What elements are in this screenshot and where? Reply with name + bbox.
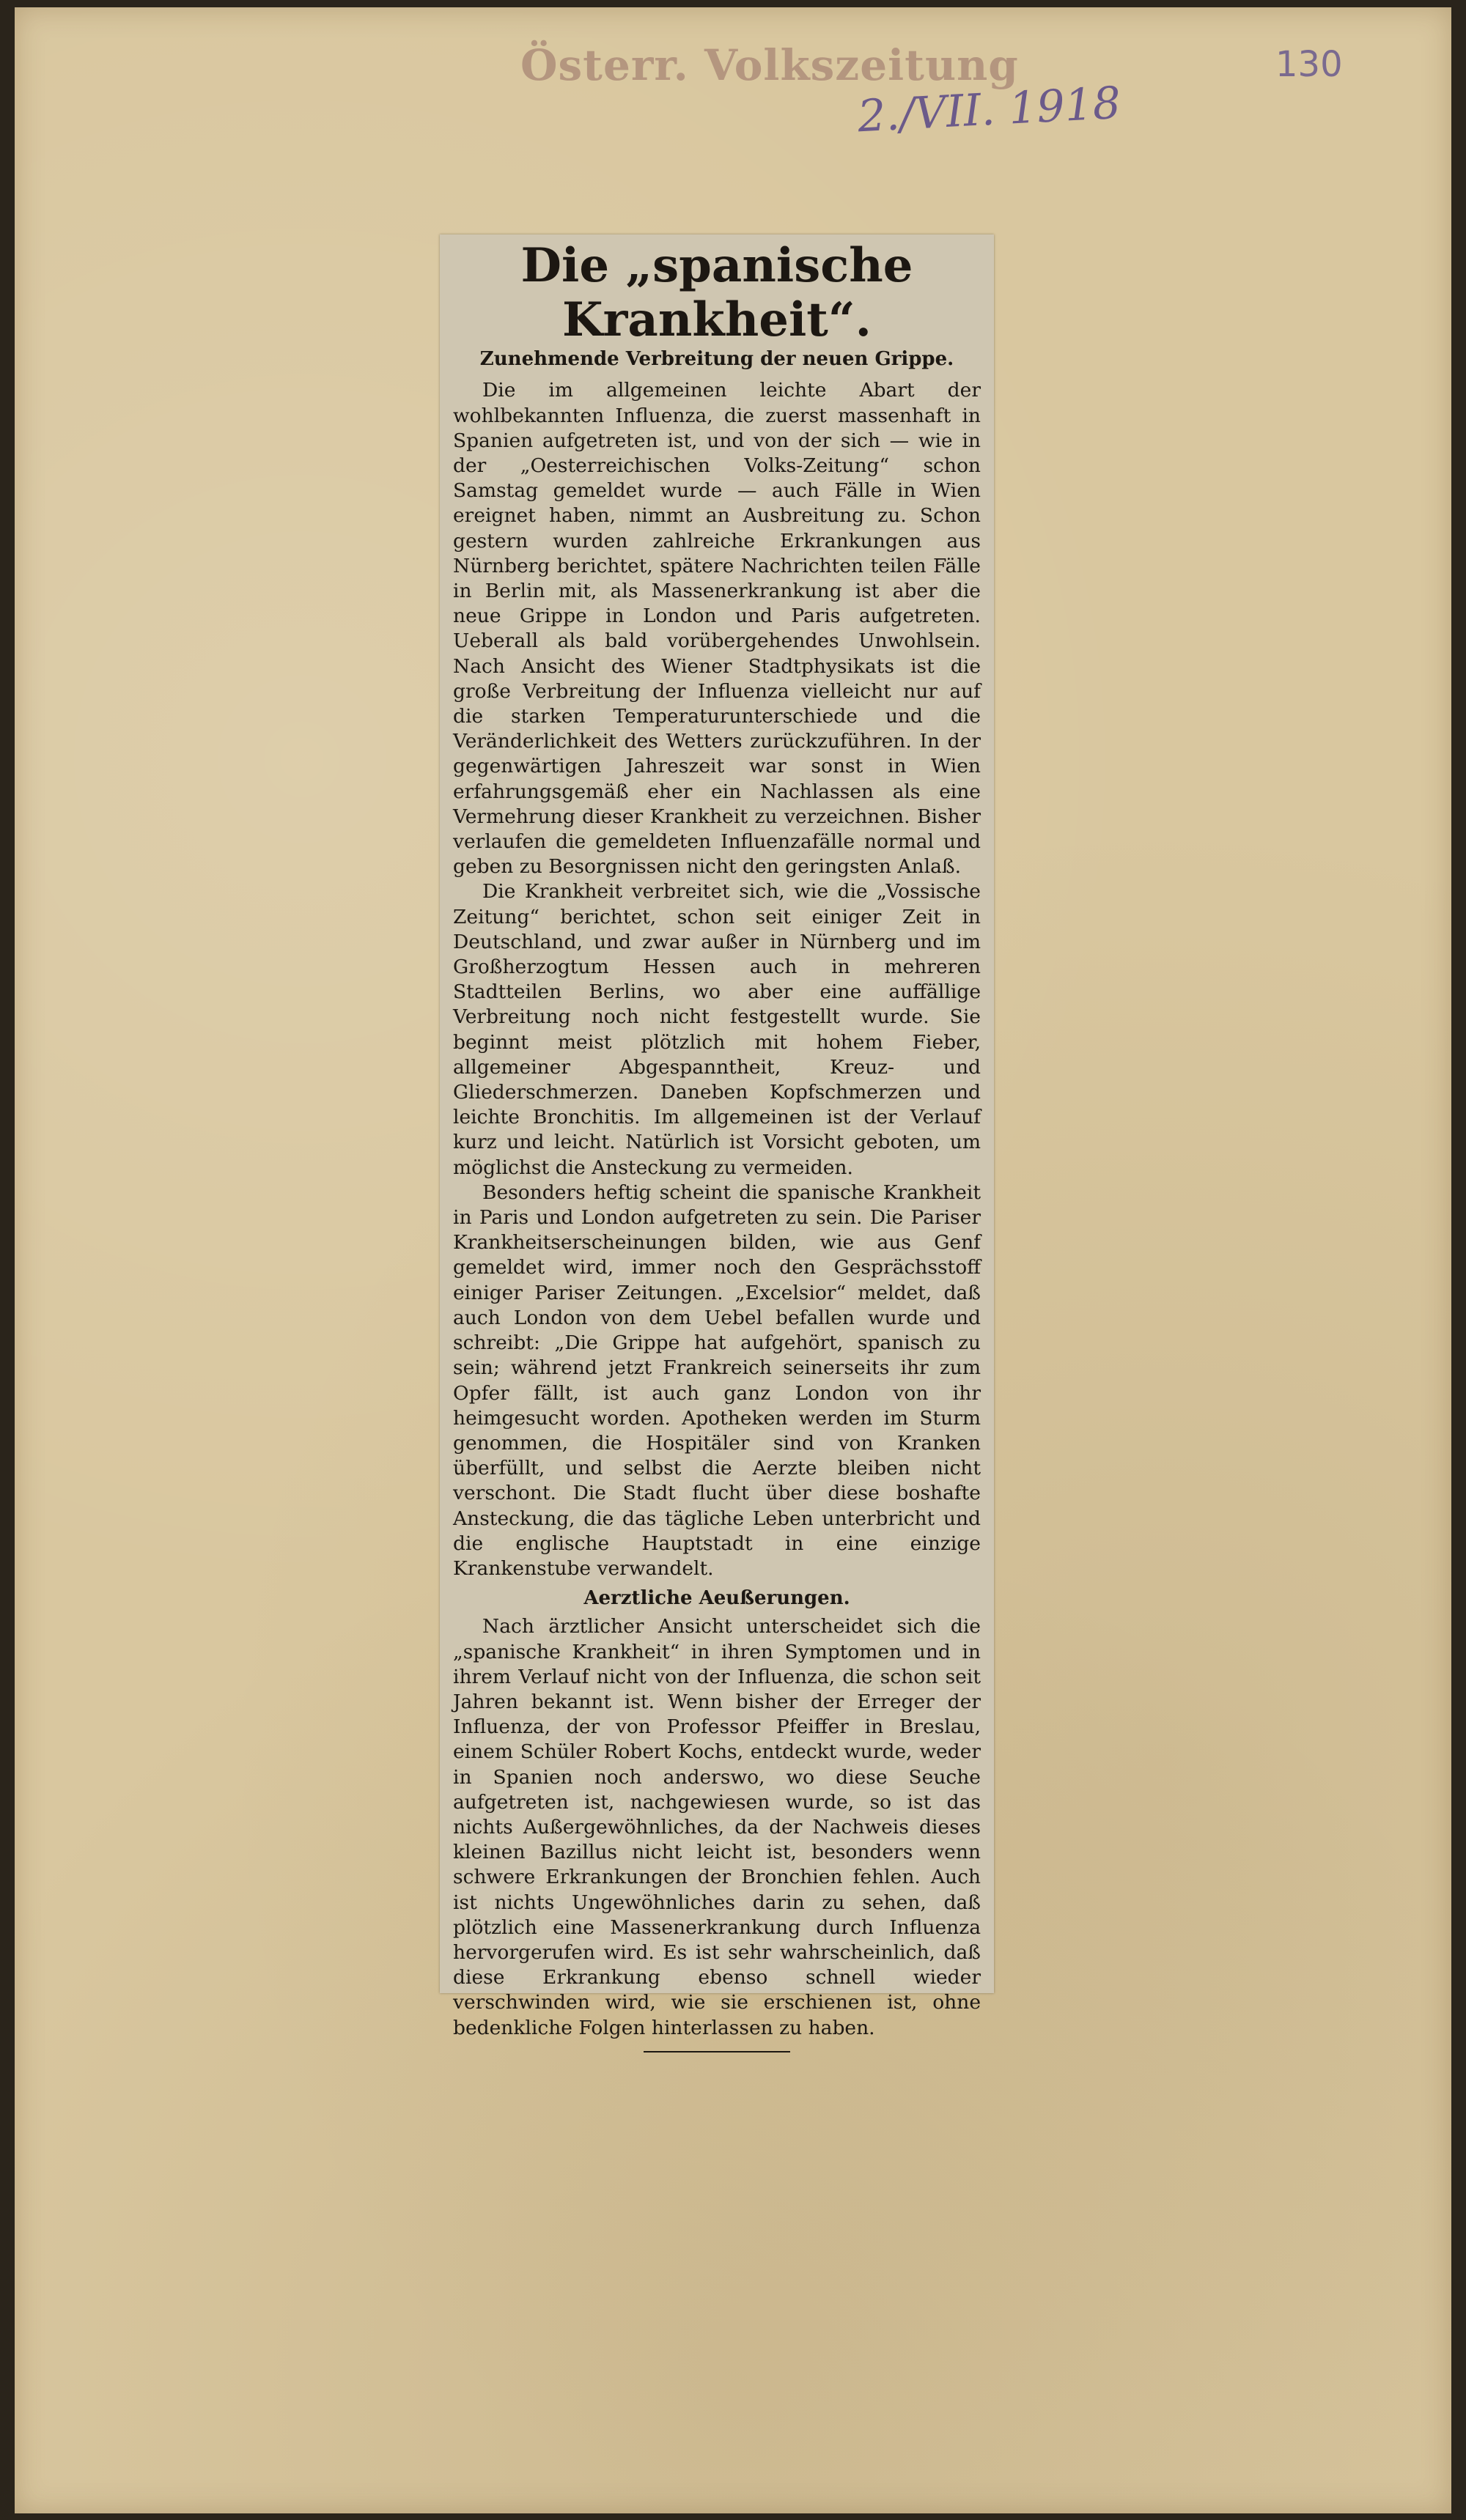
article-paragraph-1: Die im allgemeinen leichte Abart der wohlbekannten Influenza, die zuerst massenhaft in Spanien aufgetreten ist, und von der sich — wie in der „Oesterreichischen Volks-Zeitung“ schon Samstag gemeldet wurde — auch Fälle in Wien ereignet haben, nimmt an Ausbreitung zu. Schon gestern wurden zahlreiche Erkrankungen aus Nürnberg berichtet, spätere Nachrichten teilen Fälle in Berlin mit, als Massenerkrankung ist aber die neue Grippe in London und Paris aufgetreten. Ueberall als bald vorübergehendes Unwohlsein. Nach Ansicht des Wiener Stadtphysikats ist die große Verbreitung der Influenza vielleicht nur auf die starken Temperaturunterschiede und die Veränderlichkeit des Wetters zurückzuführen. In der gegenwärtigen Jahreszeit war sonst in Wien erfahrungsgemäß eher ein Nachlassen als eine Vermehrung dieser Krankheit zu verzeichnen. Bisher verlaufen die gemeldeten Influenzafälle normal und geben zu Besorgnissen nicht den geringsten Anlaß. <box>453 379 981 879</box>
article-subheadline: Zunehmende Verbreitung der neuen Grippe. <box>479 348 954 371</box>
section-heading: Aerztliche Aeußerungen. <box>583 1587 850 1610</box>
end-rule <box>644 2051 790 2052</box>
newspaper-source-stamp: Österr. Volkszeitung <box>520 40 1019 90</box>
archive-number: 130 <box>1275 44 1343 85</box>
newspaper-clipping <box>440 234 994 2039</box>
article-paragraph-3: Besonders heftig scheint die spanische Krankheit in Paris und London aufgetreten zu sein. Die Pariser Krankheitserscheinungen bilden, wie aus Genf gemeldet wird, immer noch den Gesprächsstoff einiger Pariser Zeitungen. „Excelsior“ meldet, daß auch London von dem Uebel befallen wurde und schreibt: „Die Grippe hat aufgehört, spanisch zu sein; während jetzt Frankreich seinerseits ihr zum Opfer fällt, ist auch ganz London von ihr heimgesucht worden. Apotheken werden im Sturm genommen, die Hospitäler sind von Kranken überfüllt, und selbst die Aerzte bleiben nicht verschont. Die Stadt flucht über diese boshafte Ansteckung, die das tägliche Leben unterbricht und die englische Hauptstadt in eine einzige Krankenstube verwandelt. <box>453 1180 981 1580</box>
article-paragraph-2: Die Krankheit verbreitet sich, wie die „Vossische Zeitung“ berichtet, schon seit einiger Zeit in Deutschland, und zwar außer in Nürnberg und im Großherzogtum Hessen auch in mehreren Stadtteilen Berlins, wo aber eine auffällige Verbreitung noch nicht festgestellt wurde. Sie beginnt meist plötzlich mit hohem Fieber, allgemeiner Abgespanntheit, Kreuz- und Gliederschmerzen. Daneben Kopfschmerzen und leichte Bronchitis. Im allgemeinen ist der Verlauf kurz und leicht. Natürlich ist Vorsicht geboten, um möglichst die Ansteckung zu vermeiden. <box>453 880 981 1179</box>
section-paragraph: Nach ärztlicher Ansicht unterscheidet sich die „spanische Krankheit“ in ihren Symptomen und in ihrem Verlauf nicht von der Influenza, die schon seit Jahren bekannt ist. Wenn bisher der Erreger der Influenza, der von Professor Pfeiffer in Breslau, einem Schüler Robert Kochs, entdeckt wurde, weder in Spanien noch anderswo, wo diese Seuche aufgetreten ist, nachgewiesen wurde, so ist das nichts Außergewöhnliches, da der Nachweis dieses kleinen Bazillus nicht leicht ist, besonders wenn schwere Erkrankungen der Bronchien fehlen. Auch ist nichts Ungewöhnliches darin zu sehen, daß plötzlich eine Massenerkrankung durch Influenza hervorgerufen wird. Es ist sehr wahrscheinlich, daß diese Erkrankung ebenso schnell wieder verschwinden wird, wie sie erschienen ist, ohne bedenkliche Folgen hinterlassen zu haben. <box>453 1615 981 2039</box>
article-headline: Die „spanische Krankheit“. <box>520 238 913 347</box>
handwritten-date: 2./VII. 1918 <box>856 77 1122 143</box>
